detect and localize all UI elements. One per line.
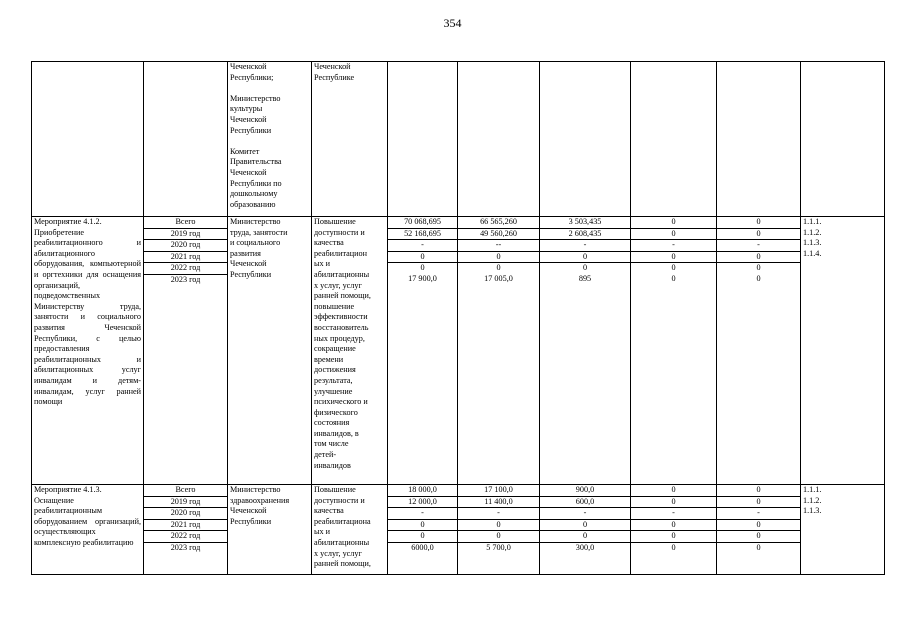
value: 0	[388, 520, 457, 532]
value: 17 900,0	[408, 273, 437, 283]
value: 0	[631, 229, 716, 241]
value: 0	[458, 531, 539, 543]
value: 0	[671, 542, 676, 552]
ref-item: 1.1.2.	[803, 495, 822, 505]
ref-item: 1.1.3.	[803, 506, 822, 516]
value: -	[388, 508, 457, 520]
value: 3 503,435	[540, 217, 630, 229]
value: 0	[631, 252, 716, 264]
value: -	[540, 508, 630, 520]
refs-cell	[801, 217, 885, 485]
value: 0	[717, 229, 800, 241]
ref-item: 1.1.1.	[803, 217, 822, 226]
value: -	[631, 508, 716, 520]
value: 0	[717, 252, 800, 264]
ref-item: 1.1.2.	[803, 227, 822, 237]
value: 0	[631, 520, 716, 532]
other-cell	[717, 217, 801, 485]
cont-years-cell	[144, 62, 228, 217]
value: 300,0	[575, 542, 595, 552]
ref-item: 1.1.3.	[803, 238, 822, 248]
value: 66 565,260	[458, 217, 539, 229]
program-activities-table	[31, 61, 885, 575]
value: 0	[388, 531, 457, 543]
value: 18 000,0	[388, 485, 457, 497]
ref-item: 1.1.1.	[803, 485, 822, 494]
value: 0	[496, 263, 501, 273]
year-label: 2022 год	[144, 531, 227, 543]
value: -	[540, 240, 630, 252]
value: 0	[420, 263, 425, 273]
activity-row-4-1-3	[32, 485, 885, 575]
cont-other-cell	[717, 62, 801, 217]
value: -	[717, 240, 800, 252]
value: --	[458, 240, 539, 252]
cont-total-cell	[388, 62, 458, 217]
value: 5 700,0	[486, 542, 511, 552]
page-number: 354	[443, 16, 462, 30]
executor-cell: Министерство здравоохранения Чеченской Республики	[228, 485, 312, 575]
value: -	[388, 240, 457, 252]
value: 0	[540, 252, 630, 264]
year-label: 2020 год	[144, 240, 227, 252]
activity-name: Мероприятие 4.1.2. Приобретение реабилитационного и абилитационного оборудования, компьютерной и оргтехники для оснащения организаций, подведомственных Министерству труда, занятости и социального развития Чеченской Республики, с целью предоставления реабилитационных и абилитационных услуг инвалидам и детям-инвалидам, услуг ранней помощи	[32, 217, 144, 485]
year-label: 2022 год	[144, 263, 227, 275]
years-cell	[144, 217, 228, 485]
value: 0	[717, 520, 800, 532]
cont-local-cell	[631, 62, 717, 217]
value: 0	[458, 520, 539, 532]
value: 900,0	[540, 485, 630, 497]
value: -	[458, 508, 539, 520]
value: 600,0	[540, 497, 630, 509]
year-label: 2023 год	[170, 274, 201, 284]
local-cell	[631, 485, 717, 575]
result-cell: Повышение доступности и качества реабилитацион ых и абилитационны х услуг, услуг ранней помощи, повышение эффективности восстановитель ных процедур, сокращение времени достижения результата, улучшение психического и физического состояния инвалидов, в том числе детей- инвалидов	[312, 217, 388, 485]
year-label: 2019 год	[144, 497, 227, 509]
federal-cell	[458, 485, 540, 575]
value: 0	[582, 263, 588, 273]
year-label: 2019 год	[144, 229, 227, 241]
value: 6000,0	[411, 542, 434, 552]
cont-result-cell: Чеченской Республике	[312, 62, 388, 217]
ref-item: 1.1.4.	[803, 248, 822, 258]
executor-cell: Министерство труда, занятости и социального развития Чеченской Республики	[228, 217, 312, 485]
value: 0	[631, 485, 716, 497]
value: 0	[717, 485, 800, 497]
value: 0	[671, 273, 676, 283]
value: 12 000,0	[388, 497, 457, 509]
cont-regional-cell	[540, 62, 631, 217]
value: 70 068,695	[388, 217, 457, 229]
year-label: 2023 год	[170, 542, 201, 552]
year-label: 2021 год	[144, 520, 227, 532]
year-label: Всего	[144, 217, 227, 229]
cont-refs-cell	[801, 62, 885, 217]
regional-cell	[540, 485, 631, 575]
value: 0	[717, 531, 800, 543]
refs-cell	[801, 485, 885, 575]
value: 2 608,435	[540, 229, 630, 241]
value: 0	[717, 497, 800, 509]
local-cell	[631, 217, 717, 485]
years-cell	[144, 485, 228, 575]
activity-name: Мероприятие 4.1.3. Оснащение реабилитационным оборудованием организаций, осуществляющих комплексную реабилитацию	[32, 485, 144, 575]
federal-cell	[458, 217, 540, 485]
value: 0	[458, 252, 539, 264]
value: 0	[388, 252, 457, 264]
result-cell: Повышение доступности и качества реабилитациона ых и абилитационны х услуг, услуг ранней помощи,	[312, 485, 388, 575]
activity-row-4-1-2	[32, 217, 885, 485]
value: -	[717, 508, 800, 520]
value: 895	[578, 273, 592, 283]
value: 0	[631, 531, 716, 543]
value: 0	[631, 497, 716, 509]
other-cell	[717, 485, 801, 575]
regional-cell	[540, 217, 631, 485]
total-cell	[388, 217, 458, 485]
value: 0	[756, 263, 761, 273]
continuation-row	[32, 62, 885, 217]
value: 0	[717, 217, 800, 229]
value: 0	[756, 542, 761, 552]
year-label: Всего	[144, 485, 227, 497]
value: 17 005,0	[484, 273, 513, 283]
value: 11 400,0	[458, 497, 539, 509]
value: 0	[671, 263, 676, 273]
value: 0	[540, 531, 630, 543]
value: 17 100,0	[458, 485, 539, 497]
total-cell	[388, 485, 458, 575]
cont-name-cell	[32, 62, 144, 217]
value: 0	[540, 520, 630, 532]
value: 0	[756, 273, 761, 283]
value: 52 168,695	[388, 229, 457, 241]
year-label: 2020 год	[144, 508, 227, 520]
cont-federal-cell	[458, 62, 540, 217]
value: 0	[631, 217, 716, 229]
cont-executor-cell: Чеченской Республики; Министерство культуры Чеченской Республики Комитет Правительства Чеченской Республики по дошкольному образованию	[228, 62, 312, 217]
value: -	[631, 240, 716, 252]
year-label: 2021 год	[144, 252, 227, 264]
value: 49 560,260	[458, 229, 539, 241]
